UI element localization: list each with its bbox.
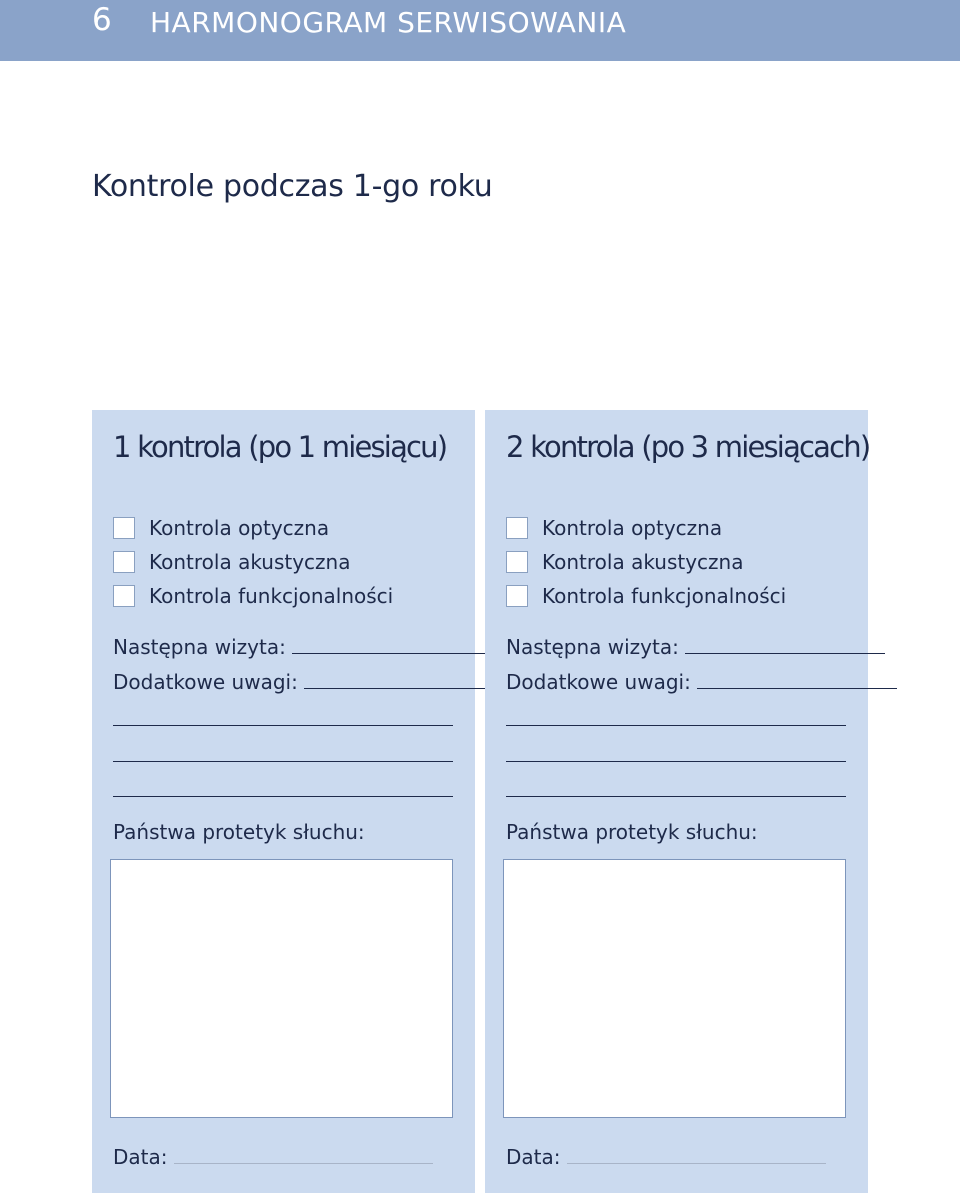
next-visit-input[interactable] xyxy=(292,632,492,654)
chapter-number: 6 xyxy=(92,2,112,38)
notes-label: Dodatkowe uwagi: xyxy=(113,670,298,694)
date-row xyxy=(113,1140,433,1170)
notes-input[interactable] xyxy=(697,667,897,689)
chapter-title: HARMONOGRAM SERWISOWANIA xyxy=(150,6,627,39)
function-check-checkbox[interactable] xyxy=(113,585,135,607)
check-label: Kontrola akustyczna xyxy=(149,550,351,574)
next-visit-label: Następna wizyta: xyxy=(506,635,679,659)
notes-input[interactable] xyxy=(304,667,504,689)
notes-label: Dodatkowe uwagi: xyxy=(506,670,691,694)
check-row-optical[interactable] xyxy=(506,513,722,543)
next-visit-row xyxy=(113,630,453,660)
page-title: Kontrole podczas 1-go roku xyxy=(92,169,493,205)
check-row-acoustic[interactable] xyxy=(113,547,350,577)
notes-line[interactable] xyxy=(113,761,453,762)
notes-line[interactable] xyxy=(506,725,846,726)
notes-line[interactable] xyxy=(113,725,453,726)
check-row-function[interactable] xyxy=(113,581,393,611)
check-label: Kontrola optyczna xyxy=(542,516,723,540)
next-visit-row xyxy=(506,630,846,660)
check-label: Kontrola akustyczna xyxy=(542,550,744,574)
check-label: Kontrola funkcjonalności xyxy=(542,584,787,608)
check-row-function[interactable] xyxy=(506,581,786,611)
next-visit-input[interactable] xyxy=(685,632,885,654)
stamp-label: Państwa protetyk słuchu: xyxy=(113,820,365,844)
function-check-checkbox[interactable] xyxy=(506,585,528,607)
check-label: Kontrola funkcjonalności xyxy=(149,584,394,608)
date-input[interactable] xyxy=(174,1142,434,1164)
stamp-box xyxy=(503,859,846,1118)
stamp-label: Państwa protetyk słuchu: xyxy=(506,820,758,844)
date-label: Data: xyxy=(113,1145,168,1169)
card-title: 2 kontrola (po 3 miesiącach) xyxy=(506,430,870,464)
check-row-acoustic[interactable] xyxy=(506,547,743,577)
optical-check-checkbox[interactable] xyxy=(113,517,135,539)
header-band xyxy=(0,0,960,61)
service-card-2 xyxy=(485,410,868,1193)
date-input[interactable] xyxy=(567,1142,827,1164)
check-row-optical[interactable] xyxy=(113,513,329,543)
notes-row xyxy=(506,665,846,695)
date-row xyxy=(506,1140,826,1170)
acoustic-check-checkbox[interactable] xyxy=(113,551,135,573)
stamp-box xyxy=(110,859,453,1118)
notes-line[interactable] xyxy=(506,796,846,797)
service-card-1 xyxy=(92,410,475,1193)
acoustic-check-checkbox[interactable] xyxy=(506,551,528,573)
date-label: Data: xyxy=(506,1145,561,1169)
next-visit-label: Następna wizyta: xyxy=(113,635,286,659)
card-title: 1 kontrola (po 1 miesiącu) xyxy=(113,430,447,464)
notes-row xyxy=(113,665,453,695)
notes-line[interactable] xyxy=(506,761,846,762)
notes-line[interactable] xyxy=(113,796,453,797)
check-label: Kontrola optyczna xyxy=(149,516,330,540)
optical-check-checkbox[interactable] xyxy=(506,517,528,539)
